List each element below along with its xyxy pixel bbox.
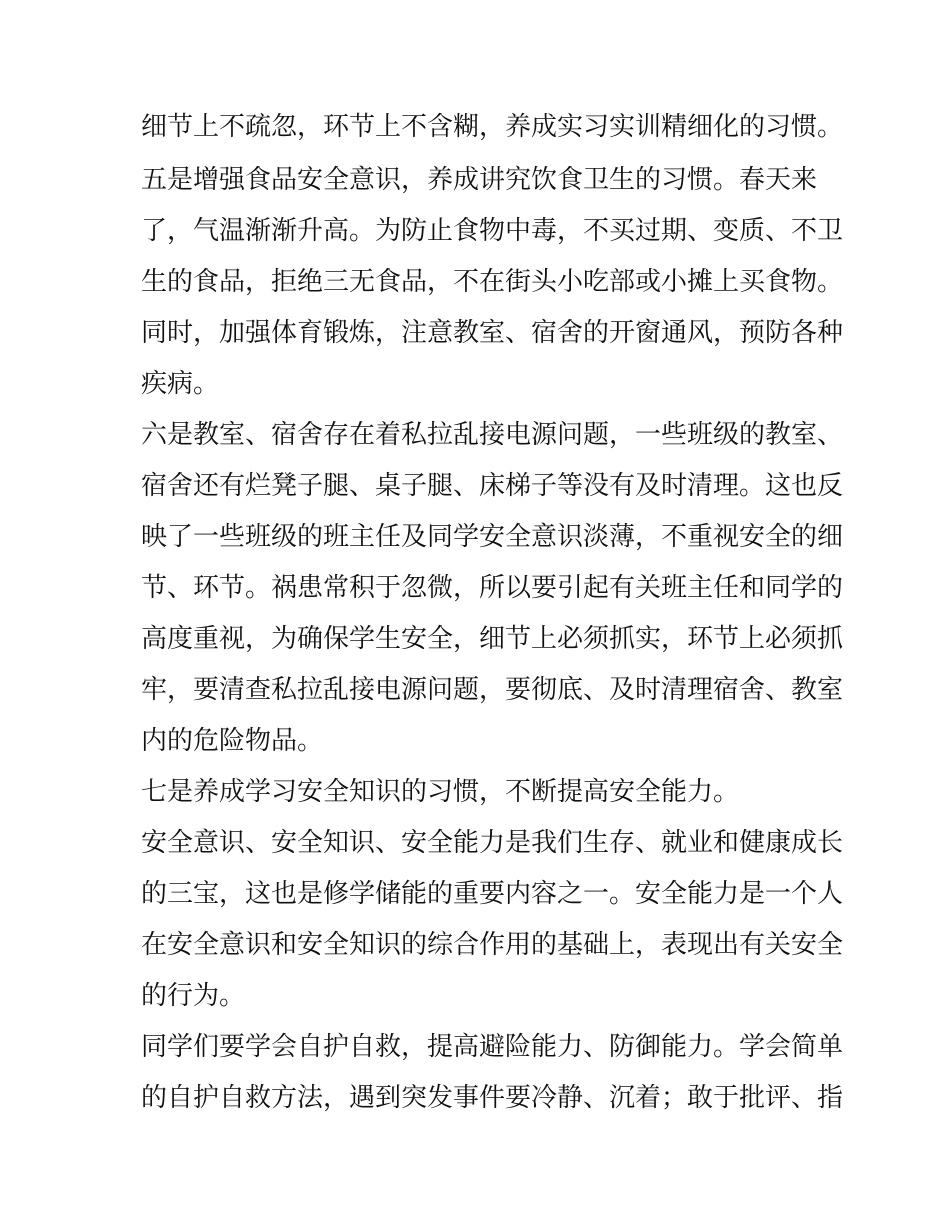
text-line: 安全意识、安全知识、安全能力是我们生存、就业和健康成长 [141,828,844,858]
text-line: 生的食品，拒绝三无食品，不在街头小吃部或小摊上买食物。 [141,267,844,297]
text-line: 七是养成学习安全知识的习惯，不断提高安全能力。 [141,777,740,807]
text-line: 高度重视，为确保学生安全，细节上必须抓实，环节上必须抓 [141,624,844,654]
text-line: 六是教室、宿舍存在着私拉乱接电源问题，一些班级的教室、 [141,420,844,450]
text-line: 节、环节。祸患常积于忽微，所以要引起有关班主任和同学的 [141,573,844,603]
text-line: 牢，要清查私拉乱接电源问题，要彻底、及时清理宿舍、教室 [141,675,844,705]
text-line: 的行为。 [141,981,246,1011]
text-line: 在安全意识和安全知识的综合作用的基础上，表现出有关安全 [141,930,844,960]
text-line: 宿舍还有烂凳子腿、桌子腿、床梯子等没有及时清理。这也反 [141,471,844,501]
text-line: 疾病。 [141,369,220,399]
text-line: 五是增强食品安全意识，养成讲究饮食卫生的习惯。春天来 [141,165,818,195]
text-line: 内的危险物品。 [141,726,324,756]
text-line: 同时，加强体育锻炼，注意教室、宿舍的开窗通风，预防各种 [141,318,844,348]
text-line: 细节上不疏忽，环节上不含糊，养成实习实训精细化的习惯。 [141,112,844,142]
text-line: 的三宝，这也是修学储能的重要内容之一。安全能力是一个人 [141,879,844,909]
text-line: 同学们要学会自护自救，提高避险能力、防御能力。学会简单 [141,1032,844,1062]
text-line: 的自护自救方法，遇到突发事件要冷静、沉着；敢于批评、指 [141,1083,844,1113]
text-line: 了，气温渐渐升高。为防止食物中毒，不买过期、变质、不卫 [141,216,844,246]
text-line: 映了一些班级的班主任及同学安全意识淡薄，不重视安全的细 [141,522,844,552]
